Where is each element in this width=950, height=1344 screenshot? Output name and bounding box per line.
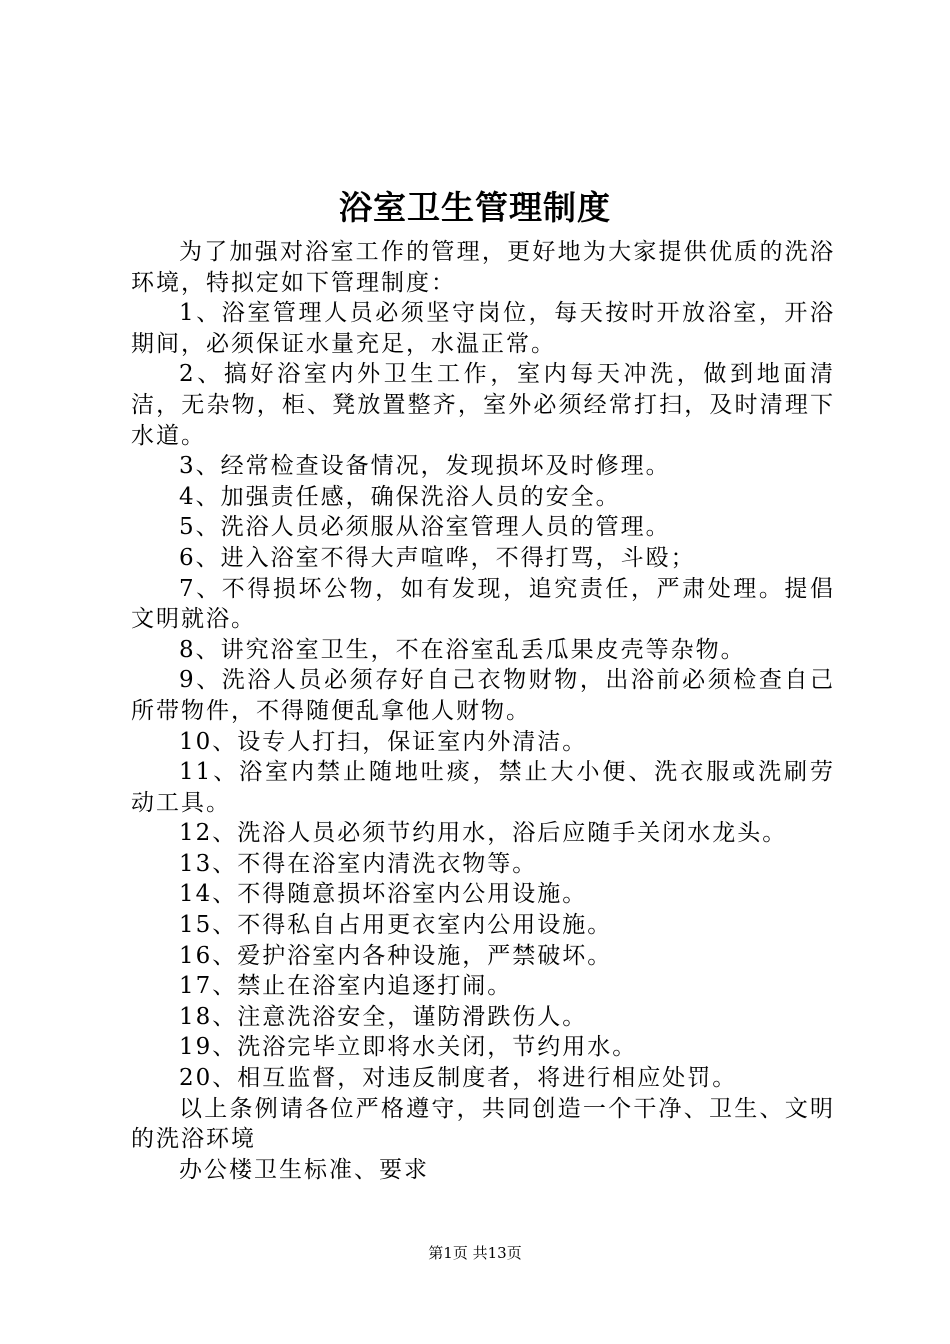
rule-14: 14、不得随意损坏浴室内公用设施。	[179, 881, 588, 908]
document-title: 浴室卫生管理制度	[339, 188, 611, 227]
intro-paragraph: 为了加强对浴室工作的管理，更好地为大家提供优质的洗浴环境，特拟定如下管理制度：	[131, 239, 835, 296]
rule-3: 3、经常检查设备情况，发现损坏及时修理。	[179, 453, 671, 480]
rule-1: 1、浴室管理人员必须坚守岗位，每天按时开放浴室，开浴期间，必须保证水量充足，水温正常。	[131, 300, 835, 357]
rule-16: 16、爱护浴室内各种设施，严禁破坏。	[179, 942, 613, 969]
rule-5: 5、洗浴人员必须服从浴室管理人员的管理。	[179, 514, 671, 541]
rule-7: 7、不得损坏公物，如有发现，追究责任，严肃处理。提倡文明就浴。	[131, 575, 835, 633]
rule-17: 17、禁止在浴室内追逐打闹。	[179, 973, 513, 1000]
next-section-heading: 办公楼卫生标准、要求	[179, 1156, 429, 1183]
rule-10: 10、设专人打扫，保证室内外清洁。	[179, 728, 588, 755]
rule-15: 15、不得私自占用更衣室内公用设施。	[179, 912, 613, 939]
rule-9: 9、洗浴人员必须存好自己衣物财物，出浴前必须检查自己所带物件，不得随便乱拿他人财物。	[131, 667, 835, 724]
rule-20: 20、相互监督，对违反制度者，将进行相应处罚。	[179, 1065, 738, 1092]
rule-18: 18、注意洗浴安全，谨防滑跌伤人。	[179, 1003, 588, 1030]
rule-2: 2、搞好浴室内外卫生工作，室内每天冲洗，做到地面清洁，无杂物，柜、凳放置整齐，室外必须经常打扫，及时清理下水道。	[131, 361, 835, 449]
rule-8: 8、讲究浴室卫生，不在浴室乱丢瓜果皮壳等杂物。	[179, 636, 746, 663]
page-footer: 第1页 共13页	[428, 1244, 522, 1262]
rule-13: 13、不得在浴室内清洗衣物等。	[179, 850, 538, 877]
rule-6: 6、进入浴室不得大声喧哗，不得打骂，斗殴；	[179, 544, 696, 571]
rule-12: 12、洗浴人员必须节约用水，浴后应随手关闭水龙头。	[179, 820, 788, 847]
document-body	[131, 237, 835, 1185]
closing-paragraph: 以上条例请各位严格遵守，共同创造一个干净、卫生、文明的洗浴环境	[131, 1095, 835, 1153]
rule-4: 4、加强责任感，确保洗浴人员的安全。	[179, 483, 621, 510]
rule-11: 11、浴室内禁止随地吐痰，禁止大小便、洗衣服或洗刷劳动工具。	[131, 759, 835, 816]
rule-19: 19、洗浴完毕立即将水关闭，节约用水。	[179, 1034, 638, 1061]
